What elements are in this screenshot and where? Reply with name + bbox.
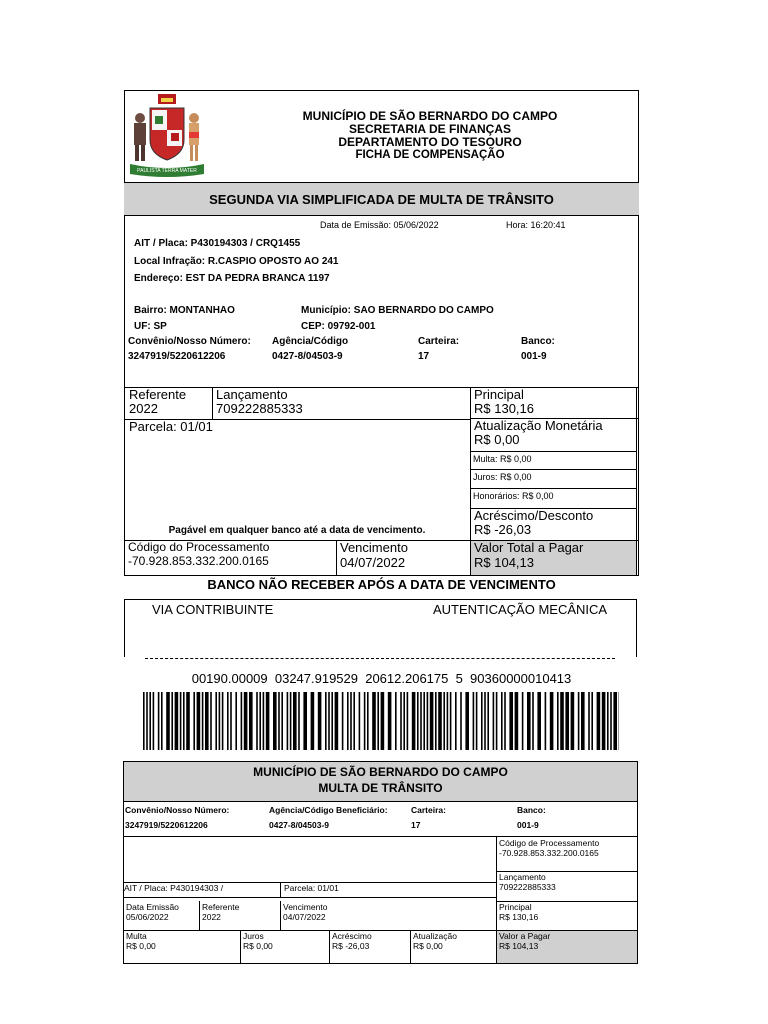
barcode-bar [473,692,475,750]
barcode-bar [578,692,580,750]
stub-vencimento-label: Vencimento [283,902,328,912]
barcode-bar [435,692,437,750]
barcode-bar [259,692,261,750]
barcode-bar [325,692,327,750]
barcode-bar [328,692,330,750]
barcode-bar [427,692,429,750]
header-ficha: FICHA DE COMPENSAÇÃO [355,149,505,161]
barcode-bar [388,692,392,750]
stub-acrescimo-label: Acréscimo [332,931,372,941]
barcode-bar [331,692,333,750]
barcode-bar [353,692,355,750]
barcode-bar [571,692,575,750]
barcode-bar [311,692,315,750]
stub-vencimento-value: 04/07/2022 [283,912,326,922]
barcode-bar [281,692,283,750]
stub-principal-label: Principal [499,902,532,912]
barcode-bar [183,692,185,750]
multa: Multa: R$ 0,00 [473,454,532,464]
header-secretaria: SECRETARIA DE FINANÇAS [348,122,511,136]
barcode-bar [287,692,289,750]
barcode-bar [527,692,531,750]
municipal-coat-of-arms-icon [128,92,206,178]
parcela: Parcela: 01/01 [129,419,213,434]
vencimento-value: 04/07/2022 [340,555,406,570]
barcode-bar [235,692,237,750]
barcode-bar [550,692,554,750]
barcode-bar [153,692,155,750]
barcode-bar [381,692,385,750]
principal-value: R$ 130,16 [474,401,534,416]
barcode-bar [171,692,173,750]
acrescimo-value: R$ -26,03 [474,522,532,537]
stub-juros-label: Juros [243,931,264,941]
barcode-digitable-line: 00190.00009 03247.919529 20612.206175 5 90360000010413 [191,671,572,686]
emission-time: Hora: 16:20:41 [506,220,566,230]
referente-label: Referente [129,387,187,402]
stub-convenio-value: 3247919/5220612206 [125,820,208,830]
barcode-bar [161,692,163,750]
barcode-bar [350,692,352,750]
barcode-bar [342,692,344,750]
bairro: Bairro: MONTANHAO [134,305,235,316]
stub-atualizacao-label: Atualização [413,931,457,941]
lancamento-value: 709222885333 [216,401,303,416]
codigo-processamento-value: -70.928.853.332.200.0165 [128,554,269,568]
barcode-bar [607,692,609,750]
carteira-label: Carteira: [418,336,460,347]
barcode-bar [249,692,253,750]
uf: UF: SP [134,321,167,332]
barcode-bar [423,692,425,750]
stub-codigo-value: -70.928.853.332.200.0165 [499,848,599,858]
stub-principal-value: R$ 130,16 [499,912,539,922]
barcode-bar [186,692,190,750]
barcode-bar [241,692,243,750]
barcode-bar [175,692,179,750]
cep: CEP: 09792-001 [301,321,376,332]
ait-placa: AIT / Placa: P430194303 / CRQ1455 [134,238,301,249]
barcode-bar [588,692,590,750]
stub-carteira-label: Carteira: [411,805,446,815]
stub-agencia-value: 0427-8/04503-9 [269,820,330,830]
juros: Juros: R$ 0,00 [473,472,532,482]
barcode-bar [501,692,503,750]
barcode-bar [560,692,564,750]
acrescimo-label: Acréscimo/Desconto [474,508,594,523]
barcode-bar [219,692,221,750]
barcode-bar [522,692,524,750]
barcode-bar [367,692,369,750]
vencimento-label: Vencimento [340,540,408,555]
barcode-bar [197,692,201,750]
atualizacao-label: Atualização Monetária [474,418,603,433]
banco-label: Banco: [521,336,555,347]
barcode-bar [180,692,182,750]
municipio: Município: SAO BERNARDO DO CAMPO [301,305,494,316]
barcode-bar [263,692,265,750]
barcode-bar [438,692,442,750]
barcode-bar [205,692,209,750]
barcode-bar [412,692,416,750]
barcode-bar [146,692,148,750]
barcode-bar [591,692,593,750]
barcode-bar [407,692,409,750]
barcode-bar [565,692,569,750]
convenio-value: 3247919/5220612206 [128,351,226,362]
crest-motto: PAULISTA TERRA MATER [137,168,197,174]
barcode-bar [613,692,617,750]
via-contribuinte: VIA CONTRIBUINTE [152,602,274,617]
barcode-bar [532,692,534,750]
barcode-bar [215,692,217,750]
barcode-bar [484,692,486,750]
principal-label: Principal [474,387,524,402]
barcode-bar [465,692,469,750]
barcode-bar [293,692,297,750]
barcode-bar [143,692,145,750]
barcode-bar [227,692,229,750]
stub-pagar-label: Valor a Pagar [499,931,551,941]
barcode-bar [597,692,601,750]
barcode-bar [496,692,498,750]
stub-multa-label: Multa [126,931,147,941]
stub-carteira-value: 17 [411,820,421,830]
barcode-bar [298,692,300,750]
stub-juros-value: R$ 0,00 [243,941,273,951]
barcode-bar [372,692,376,750]
barcode-bar [476,692,478,750]
stub-banco-label: Banco: [517,805,546,815]
barcode-bar [347,692,349,750]
agencia-value: 0427-8/04503-9 [272,351,343,362]
barcode-bar [193,692,195,750]
barcode-bar [493,692,495,750]
barcode-bar [256,692,258,750]
stub-atualizacao-value: R$ 0,00 [413,941,443,951]
barcode-bar [266,692,270,750]
stub-referente-value: 2022 [202,912,221,922]
referente-value: 2022 [129,401,158,416]
emission-date: Data de Emissão: 05/06/2022 [320,220,439,230]
barcode-bar [395,692,397,750]
stub-pagar-value: R$ 104,13 [499,941,539,951]
barcode-bar [487,692,489,750]
barcode [143,692,619,750]
barcode-bar [230,692,232,750]
stub-convenio-label: Convênio/Nosso Número: [125,805,230,815]
barcode-bar [149,692,151,750]
barcode-bar [244,692,248,750]
barcode-bar [202,692,204,750]
barcode-bar [602,692,606,750]
local-infracao: Local Infração: R.CASPIO OPOSTO AO 241 [134,256,339,267]
barcode-bar [515,692,519,750]
stub-referente-label: Referente [202,902,240,912]
barcode-bar [460,692,462,750]
pagavel-note: Pagável em qualquer banco até a data de vencimento. [168,525,426,536]
barcode-bar [557,692,559,750]
barcode-bar [504,692,506,750]
barcode-bar [403,692,405,750]
endereco: Endereço: EST DA PEDRA BRANCA 1197 [134,273,330,284]
barcode-bar [278,692,280,750]
barcode-bar [545,692,547,750]
stub-banco-value: 001-9 [517,820,539,830]
barcode-bar [166,692,170,750]
banco-value: 001-9 [521,351,547,362]
barcode-bar [481,692,483,750]
barcode-bar [335,692,339,750]
lancamento-label: Lançamento [216,387,288,402]
barcode-bar [400,692,402,750]
barcode-bar [420,692,422,750]
stub-codigo-label: Código de Processamento [499,838,600,848]
agencia-label: Agência/Código [272,336,349,347]
barcode-bar [273,692,277,750]
stub-ait: AIT / Placa: P430194303 / [124,883,224,893]
stub-emissao-label: Data Emissão [126,902,179,912]
atualizacao-value: R$ 0,00 [474,432,520,447]
header-block [220,110,640,162]
stub-parcela: Parcela: 01/01 [284,883,339,893]
barcode-bar [158,692,160,750]
banner-title: SEGUNDA VIA SIMPLIFICADA DE MULTA DE TRÂNSITO [124,182,639,216]
stub-emissao-value: 05/06/2022 [126,912,169,922]
barcode-bar [537,692,541,750]
cut-line [145,658,615,659]
barcode-bar [303,692,307,750]
codigo-processamento-label: Código do Processamento [128,540,270,554]
barcode-bar [443,692,445,750]
barcode-bar [455,692,457,750]
carteira-value: 17 [418,351,430,362]
barcode-bar [581,692,585,750]
barcode-bar [450,692,452,750]
barcode-bar [210,692,212,750]
stub-acrescimo-value: R$ -26,03 [332,941,370,951]
header-departamento: DEPARTAMENTO DO TESOURO [338,135,522,149]
barcode-bar [290,692,292,750]
stub-lancamento-label: Lançamento [499,872,546,882]
total-value: R$ 104,13 [474,555,534,570]
warning-text: BANCO NÃO RECEBER APÓS A DATA DE VENCIMENTO [207,577,556,592]
header-municipio: MUNICÍPIO DE SÃO BERNARDO DO CAMPO [302,109,558,123]
stub-title-municipio: MUNICÍPIO DE SÃO BERNARDO DO CAMPO [253,765,508,779]
barcode-bar [318,692,322,750]
stub-multa-value: R$ 0,00 [126,941,156,951]
barcode-bar [509,692,513,750]
barcode-bar [430,692,434,750]
stub-agencia-label: Agência/Código Beneficiário: [269,805,388,815]
barcode-bar [359,692,361,750]
barcode-bar [417,692,419,750]
convenio-label: Convênio/Nosso Número: [128,336,251,347]
total-label: Valor Total a Pagar [474,540,584,555]
barcode-bar [447,692,449,750]
barcode-bar [222,692,224,750]
barcode-bar [364,692,366,750]
stub-lancamento-value: 709222885333 [499,882,556,892]
stub-title-multa: MULTA DE TRÂNSITO [318,781,443,795]
barcode-bar [610,692,612,750]
barcode-bar [377,692,379,750]
autenticacao-mecanica: AUTENTICAÇÃO MECÂNICA [433,602,608,617]
honorarios: Honorários: R$ 0,00 [473,491,554,501]
